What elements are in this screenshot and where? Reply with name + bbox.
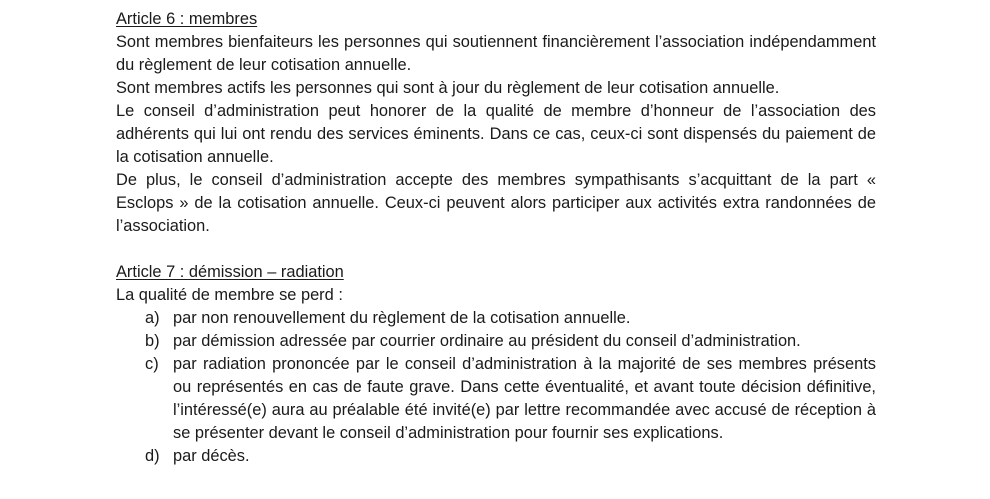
article-7-list [116,307,876,468]
list-item-text: par décès. [173,447,250,465]
article-6-paragraph-bienfaiteurs: Sont membres bienfaiteurs les personnes qui soutiennent financièrement l’association indépendamment du règlement de leur cotisation annuelle. [116,33,876,74]
article-6-paragraph-sympathisants: De plus, le conseil d’administration accepte des membres sympathisants s’acquittant de la part « Esclops » de la cotisation annuelle. Ceux-ci peuvent alors participer aux activités extra randonnées de l’association. [116,171,876,235]
article-6-title: Article 6 : membres [116,10,258,28]
document-page [116,8,876,468]
article-6-paragraph-actifs: Sont membres actifs les personnes qui sont à jour du règlement de leur cotisation annuelle. [116,79,780,97]
article-7-intro: La qualité de membre se perd : [116,286,343,304]
list-marker: d) [145,447,160,465]
article-6-paragraph-honneur: Le conseil d’administration peut honorer de la qualité de membre d’honneur de l’association des adhérents qui lui ont rendu des services éminents. Dans ce cas, ceux-ci sont dispensés du paiement de la cotisation annuelle. [116,102,876,166]
list-item-text: par non renouvellement du règlement de la cotisation annuelle. [173,309,631,327]
list-item-text: par démission adressée par courrier ordinaire au président du conseil d’administration. [173,332,801,350]
list-item-text: par radiation prononcée par le conseil d’administration à la majorité de ses membres présents ou représentés en cas de faute grave. Dans cette éventualité, et avant toute décision définitive, l’intéressé(e) aura au préalable été invité(e) par lettre recommandée avec accusé de réception à se présenter devant le conseil d’administration pour fournir ses explications. [173,355,876,442]
list-marker: a) [145,309,160,327]
list-item [116,307,876,330]
list-item [116,353,876,445]
list-marker: c) [145,355,159,373]
list-item [116,330,876,353]
list-item [116,445,876,468]
list-marker: b) [145,332,160,350]
article-7-title: Article 7 : démission – radiation [116,263,344,281]
section-spacer [116,238,876,261]
